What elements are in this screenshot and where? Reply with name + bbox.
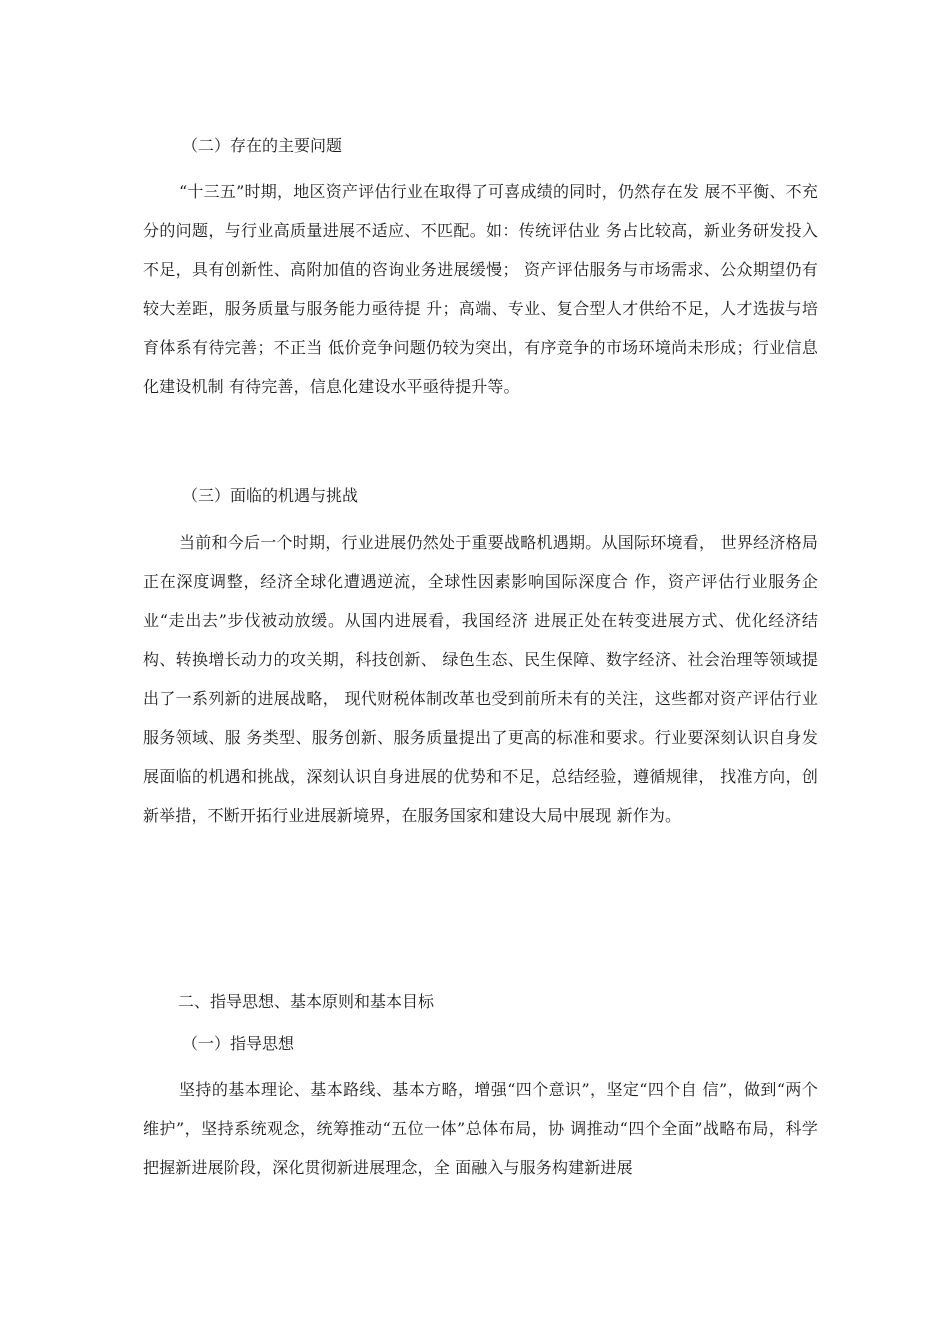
part-2-heading: 二、指导思想、基本原则和基本目标 — [178, 992, 435, 1011]
section-2-paragraph: “十三五”时期，地区资产评估行业在取得了可喜成绩的同时，仍然存在发 展不平衡、不充分的问题，与行业高质量进展不适应、不匹配。如：传统评估业 务占比较高，新业务研发投入不足，具有创新性、高附加值的咨询业务进展缓慢； 资产评估服务与市场需求、公众期望仍有较大差距，服务质量与服务能力亟待提 升；高端、专业、复合型人才供给不足，人才选拔与培育体系有待完善；不正当 低价竞争问题仍较为突出，有序竞争的市场环境尚未形成；行业信息化建设机制 有待完善，信息化建设水平亟待提升等。 — [143, 182, 818, 396]
section-3-paragraph: 当前和今后一个时期，行业进展仍然处于重要战略机遇期。从国际环境看， 世界经济格局正在深度调整，经济全球化遭遇逆流，全球性因素影响国际深度合 作，资产评估行业服务企业“走出去”步伐被动放缓。从国内进展看，我国经济 进展正处在转变进展方式、优化经济结构、转换增长动力的攻关期，科技创新、 绿色生态、民生保障、数字经济、社会治理等领域提出了一系列新的进展战略， 现代财税体制改革也受到前所未有的关注，这些都对资产评估行业服务领域、服 务类型、服务创新、服务质量提出了更高的标准和要求。行业要深刻认识自身发 展面临的机遇和挑战，深刻认识自身进展的优势和不足，总结经验，遵循规律， 找准方向，创新举措，不断开拓行业进展新境界，在服务国家和建设大局中展现 新作为。 — [143, 533, 818, 825]
section-3-heading: （三）面临的机遇与挑战 — [182, 486, 359, 505]
section-2-heading: （二）存在的主要问题 — [182, 136, 343, 155]
subsection-1-heading: （一）指导思想 — [182, 1034, 295, 1053]
subsection-1-paragraph: 坚持的基本理论、基本路线、基本方略，增强“四个意识”，坚定“四个自 信”，做到“两个维护”，坚持系统观念，统筹推动“五位一体”总体布局，协 调推动“四个全面”战略布局，科学把握新进展阶段，深化贯彻新进展理念，全 面融入与服务构建新进展 — [143, 1080, 818, 1177]
